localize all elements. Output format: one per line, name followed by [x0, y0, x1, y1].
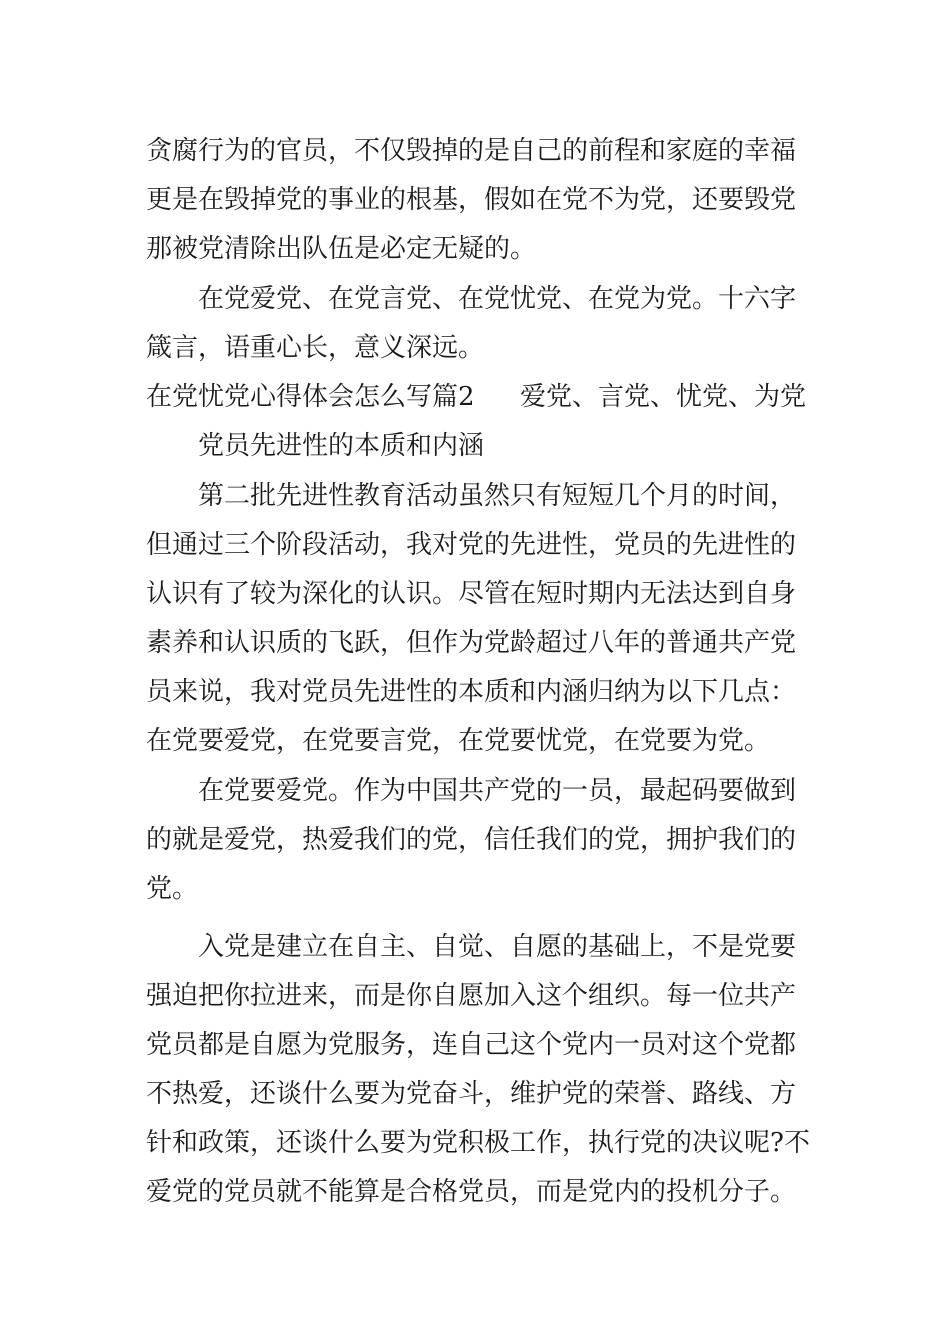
section-subtitle: 爱党、言党、忧党、为党 [520, 382, 807, 412]
text-line: 的就是爱党，热爱我们的党，信任我们的党，拥护我们的 [146, 825, 797, 855]
paragraph-first-line: 在党爱党、在党言党、在党忧党、在党为党。十六字 [198, 284, 797, 314]
text-line: 员来说，我对党员先进性的本质和内涵归纳为以下几点： [146, 677, 797, 707]
text-line: 那被党清除出队伍是必定无疑的。 [146, 234, 537, 264]
text-line: 针和政策，还谈什么要为党积极工作，执行党的决议呢?不 [146, 1128, 810, 1158]
text-line: 箴言，语重心长，意义深远。 [146, 333, 485, 363]
text-line: 爱党的党员就不能算是合格党员，而是党内的投机分子。 [146, 1177, 797, 1207]
text-line: 但通过三个阶段活动，我对党的先进性，党员的先进性的 [146, 530, 797, 560]
text-line: 贪腐行为的官员，不仅毁掉的是自己的前程和家庭的幸福 [146, 136, 797, 166]
text-line: 认识有了较为深化的认识。尽管在短时期内无法达到自身 [146, 579, 797, 609]
text-line: 更是在毁掉党的事业的根基，假如在党不为党，还要毁党 [146, 185, 797, 215]
paragraph-first-line: 在党要爱党。作为中国共产党的一员，最起码要做到 [198, 776, 797, 806]
paragraph-first-line: 入党是建立在自主、自觉、自愿的基础上，不是党要 [198, 932, 797, 962]
text-line: 党。 [146, 874, 199, 904]
paragraph-first-line: 第二批先进性教育活动虽然只有短短几个月的时间， [198, 481, 797, 511]
text-line: 素养和认识质的飞跃，但作为党龄超过八年的普通共产党 [146, 628, 797, 658]
text-line: 在党要爱党，在党要言党，在党要忧党，在党要为党。 [146, 726, 771, 756]
text-line: 强迫把你拉进来，而是你自愿加入这个组织。每一位共产 [146, 981, 797, 1011]
section-heading: 党员先进性的本质和内涵 [198, 431, 485, 461]
text-line: 不热爱，还谈什么要为党奋斗，维护党的荣誉、路线、方 [146, 1079, 797, 1109]
text-line: 党员都是自愿为党服务，连自己这个党内一员对这个党都 [146, 1030, 797, 1060]
section-title: 在党忧党心得体会怎么写篇2 [146, 382, 475, 412]
